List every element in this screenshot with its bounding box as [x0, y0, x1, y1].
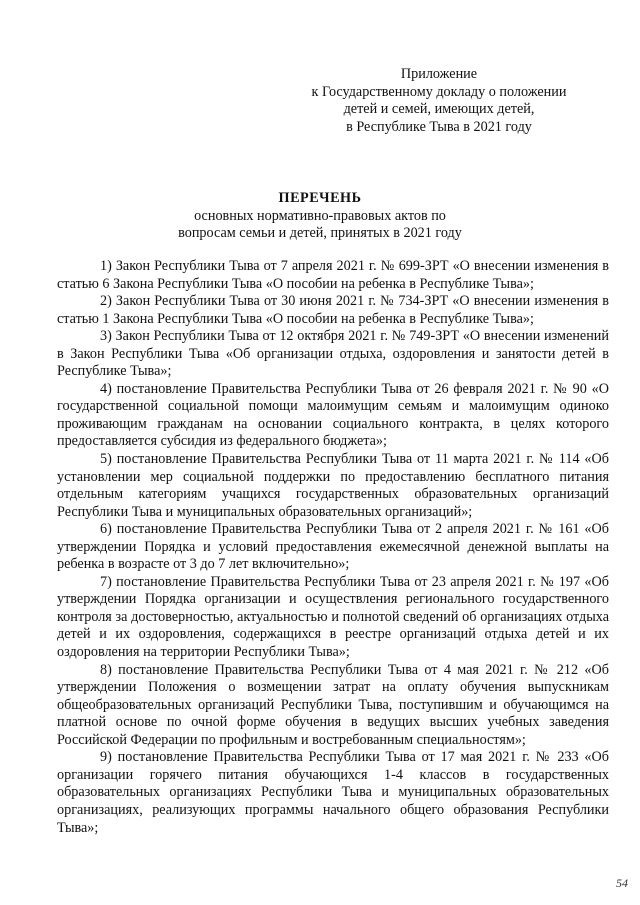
document-subtitle-line: основных нормативно-правовых актов по: [194, 207, 446, 224]
list-item: 4) постановление Правительства Республики Тыва от 26 февраля 2021 г. № 90 «О государственной социальной помощи малоимущим семьям и малоимущим одиноко проживающим гражданам на основании социального контракта, в целях которого предоставляется субсидия из федерального бюджета»;: [57, 380, 609, 450]
appendix-line: детей и семей, имеющих детей,: [343, 101, 535, 118]
appendix-line: к Государственному докладу о положении: [311, 83, 567, 100]
document-title: ПЕРЕЧЕНЬ: [278, 190, 362, 206]
appendix-line: в Республике Тыва в 2021 году: [346, 118, 532, 135]
list-item: 8) постановление Правительства Республики Тыва от 4 мая 2021 г. № 212 «Об утверждении Положения о возмещении затрат на оплату обучения выпускникам общеобразовательных организаций Республики Тыва, поступившим и обучающимся на платной основе по очной форме обучения в ведущих высших учебных заведения Российской Федерации по профильным и востребованным специальностям»;: [57, 661, 609, 748]
list-item: 6) постановление Правительства Республики Тыва от 2 апреля 2021 г. № 161 «Об утверждении Порядка и условий предоставления ежемесячной денежной выплаты на ребенка в возрасте от 3 до 7 лет включительно»;: [57, 521, 609, 573]
list-item: 7) постановление Правительства Республики Тыва от 23 апреля 2021 г. № 197 «Об утверждении Порядка организации и осуществления регионального государственного контроля за достоверностью, актуальностью и полнотой сведений об организациях отдыха детей и их оздоровления, содержащихся в реестре организаций отдыха детей и их оздоровления на территории Республики Тыва»;: [57, 573, 609, 661]
page-number-mark: 54: [616, 876, 628, 890]
list-item: 5) постановление Правительства Республики Тыва от 11 марта 2021 г. № 114 «Об установлении мер социальной поддержки по предоставлению бесплатного питания отдельным категориям учащихся государственных образовательных организаций Республики Тыва и муниципальных образовательных организаций»;: [57, 451, 609, 520]
document-heading: [0, 190, 640, 243]
appendix-header: [304, 66, 574, 136]
list-item: 2) Закон Республики Тыва от 30 июня 2021 г. № 734-ЗРТ «О внесении изменения в статью 1 Закона Республики Тыва «О пособии на ребенка в Республике Тыва»;: [57, 293, 609, 327]
acts-list: [57, 258, 609, 837]
list-item: 1) Закон Республики Тыва от 7 апреля 2021 г. № 699-ЗРТ «О внесении изменения в статью 6 Закона Республики Тыва «О пособии на ребенка в Республике Тыва»;: [57, 258, 609, 292]
list-item: 9) постановление Правительства Республики Тыва от 17 мая 2021 г. № 233 «Об организации горячего питания обучающихся 1-4 классов в государственных образовательных организациях Республики Тыва и муниципальных образовательных организациях, реализующих программы начального общего образования Республики Тыва»;: [57, 749, 609, 836]
document-subtitle-line: вопросам семьи и детей, принятых в 2021 году: [178, 225, 462, 242]
list-item: 3) Закон Республики Тыва от 12 октября 2021 г. № 749-ЗРТ «О внесении изменений в Закон Республики Тыва «Об организации отдыха, оздоровления и занятости детей в Республике Тыва»;: [57, 328, 609, 380]
appendix-line: Приложение: [400, 66, 478, 82]
